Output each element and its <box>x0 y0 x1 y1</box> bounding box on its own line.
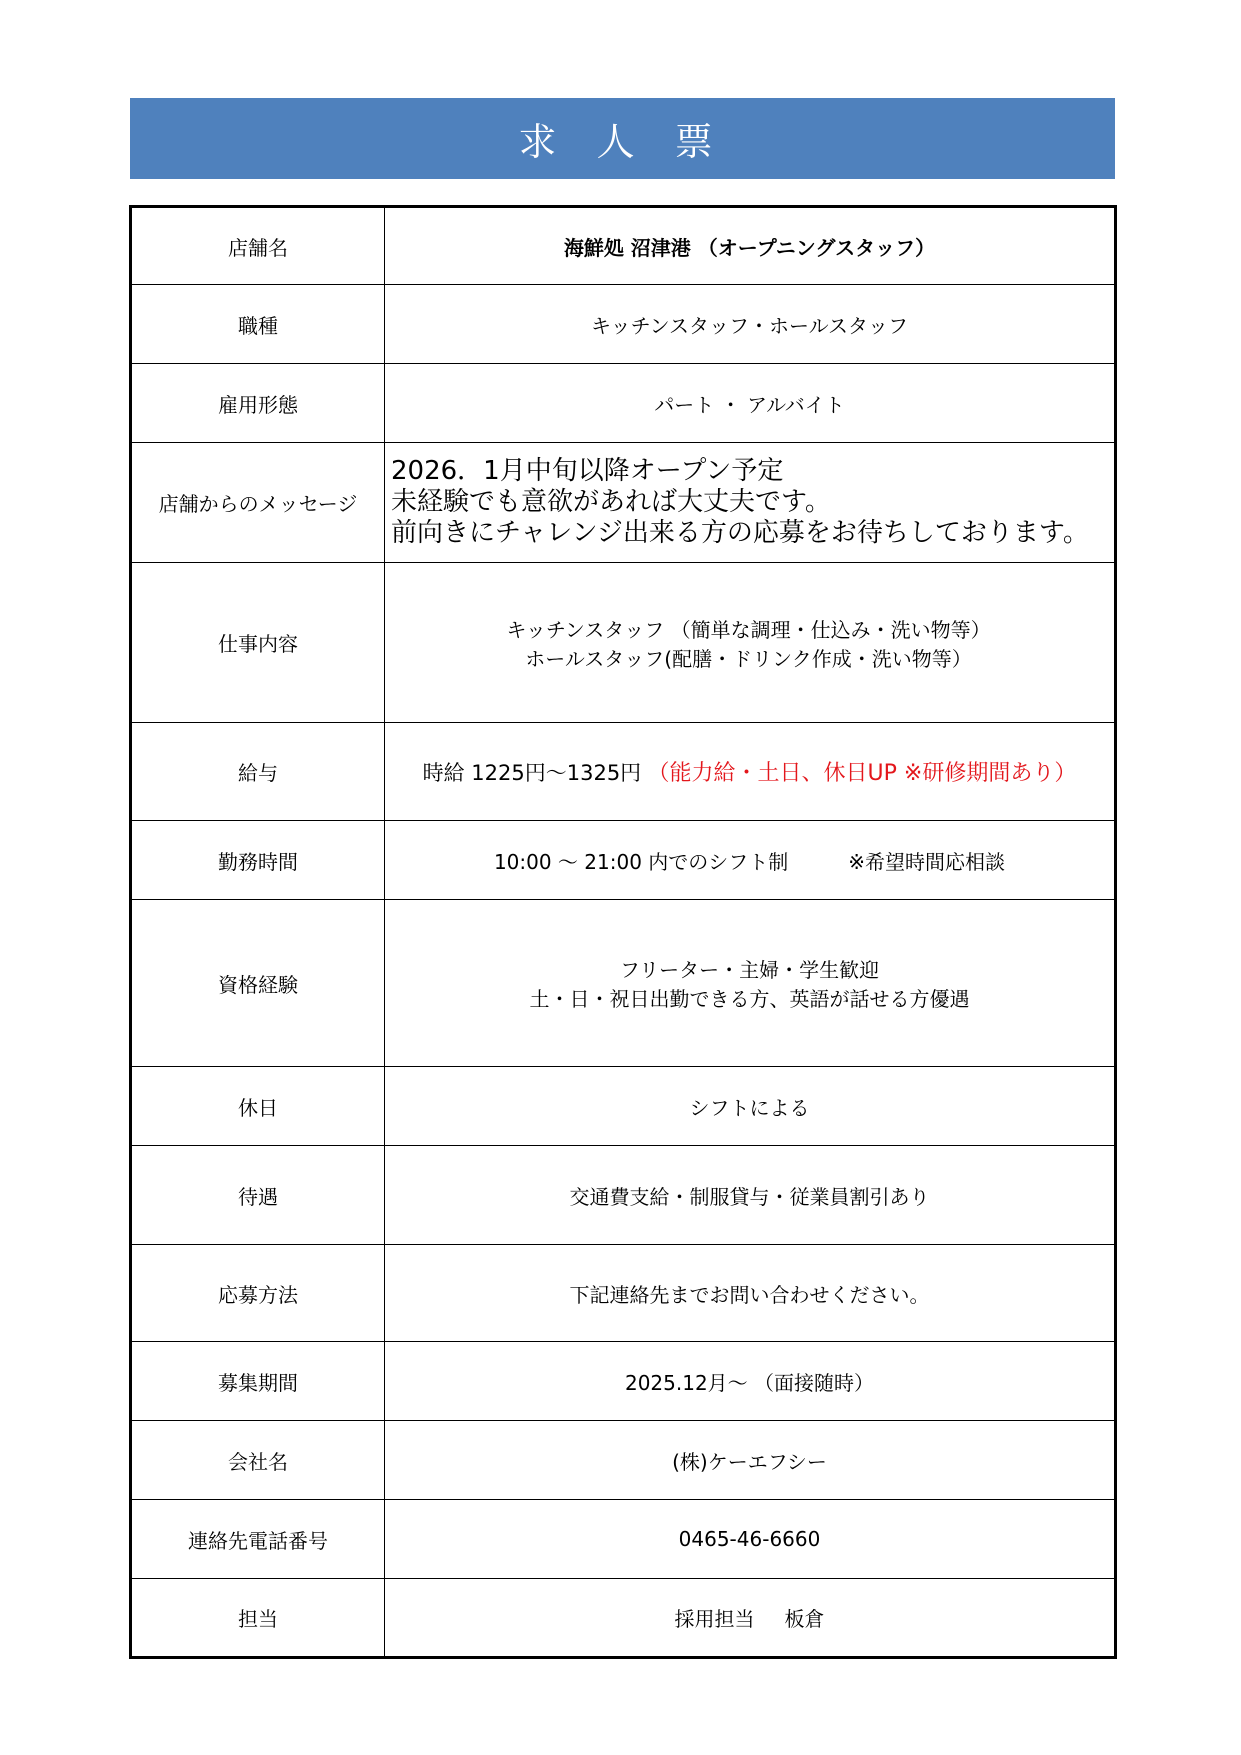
table-row-benefits <box>131 1146 1116 1245</box>
label-company: 会社名 <box>131 1421 385 1500</box>
value-store: 海鮮処 沼津港 （オープニングスタッフ） <box>385 207 1116 285</box>
table-row-apply <box>131 1245 1116 1342</box>
label-period: 募集期間 <box>131 1342 385 1421</box>
value-benefits: 交通費支給・制服貸与・従業員割引あり <box>385 1146 1116 1245</box>
table-row-holiday <box>131 1067 1116 1146</box>
label-hours: 勤務時間 <box>131 821 385 900</box>
value-employment: パート ・ アルバイト <box>385 364 1116 443</box>
hours-main: 10:00 ～ 21:00 内でのシフト制 <box>493 849 789 874</box>
label-salary: 給与 <box>131 723 385 821</box>
table-row-contact <box>131 1579 1116 1658</box>
table-row-store <box>131 207 1116 285</box>
label-store: 店舗名 <box>131 207 385 285</box>
table-row-work <box>131 563 1116 723</box>
table-row-phone <box>131 1500 1116 1579</box>
label-benefits: 待遇 <box>131 1146 385 1245</box>
table-row-message <box>131 443 1116 563</box>
value-qualification <box>385 900 1116 1067</box>
value-period: 2025.12月～ （面接随時） <box>385 1342 1116 1421</box>
table-row-employment <box>131 364 1116 443</box>
value-job: キッチンスタッフ・ホールスタッフ <box>385 285 1116 364</box>
table-row-hours <box>131 821 1116 900</box>
salary-note: （能力給・土日、休日UP ※研修期間あり） <box>647 761 1077 786</box>
table-row-company <box>131 1421 1116 1500</box>
value-apply: 下記連絡先までお問い合わせください。 <box>385 1245 1116 1342</box>
label-employment: 雇用形態 <box>131 364 385 443</box>
label-contact: 担当 <box>131 1579 385 1658</box>
table-row-period <box>131 1342 1116 1421</box>
hours-note: ※希望時間応相談 <box>848 849 1006 874</box>
work-line-2: ホールスタッフ(配膳・ドリンク作成・洗い物等） <box>525 646 972 671</box>
value-contact <box>385 1579 1116 1658</box>
label-work: 仕事内容 <box>131 563 385 723</box>
message-line-1: 2026．1月中旬以降オープン予定 <box>391 455 784 486</box>
salary-main: 時給 1225円～1325円 <box>422 761 642 785</box>
value-holiday: シフトによる <box>385 1067 1116 1146</box>
qualification-line-1: フリーター・主婦・学生歓迎 <box>619 958 880 982</box>
contact-role: 採用担当 <box>674 1607 755 1631</box>
contact-name: 板倉 <box>784 1607 825 1631</box>
table-row-qualification <box>131 900 1116 1067</box>
label-holiday: 休日 <box>131 1067 385 1146</box>
message-line-3: 前向きにチャレンジ出来る方の応募をお待ちしております。 <box>391 518 1089 549</box>
label-job: 職種 <box>131 285 385 364</box>
job-posting-table <box>129 205 1117 1659</box>
label-qualification: 資格経験 <box>131 900 385 1067</box>
label-apply: 応募方法 <box>131 1245 385 1342</box>
value-company: (株)ケーエフシー <box>385 1421 1116 1500</box>
table-row-job <box>131 285 1116 364</box>
value-hours <box>385 821 1116 900</box>
work-line-1: キッチンスタッフ （簡単な調理・仕込み・洗い物等） <box>506 617 991 642</box>
value-work <box>385 563 1116 723</box>
page-title: 求 人 票 <box>130 98 1115 179</box>
label-message: 店舗からのメッセージ <box>131 443 385 563</box>
label-phone: 連絡先電話番号 <box>131 1500 385 1579</box>
message-line-2: 未経験でも意欲があれば大丈夫です。 <box>391 486 831 517</box>
value-message <box>385 443 1116 563</box>
value-phone: 0465-46-6660 <box>385 1500 1116 1579</box>
value-salary <box>385 723 1116 821</box>
qualification-line-2: 土・日・祝日出勤できる方、英語が話せる方優遇 <box>529 987 970 1011</box>
table-row-salary <box>131 723 1116 821</box>
